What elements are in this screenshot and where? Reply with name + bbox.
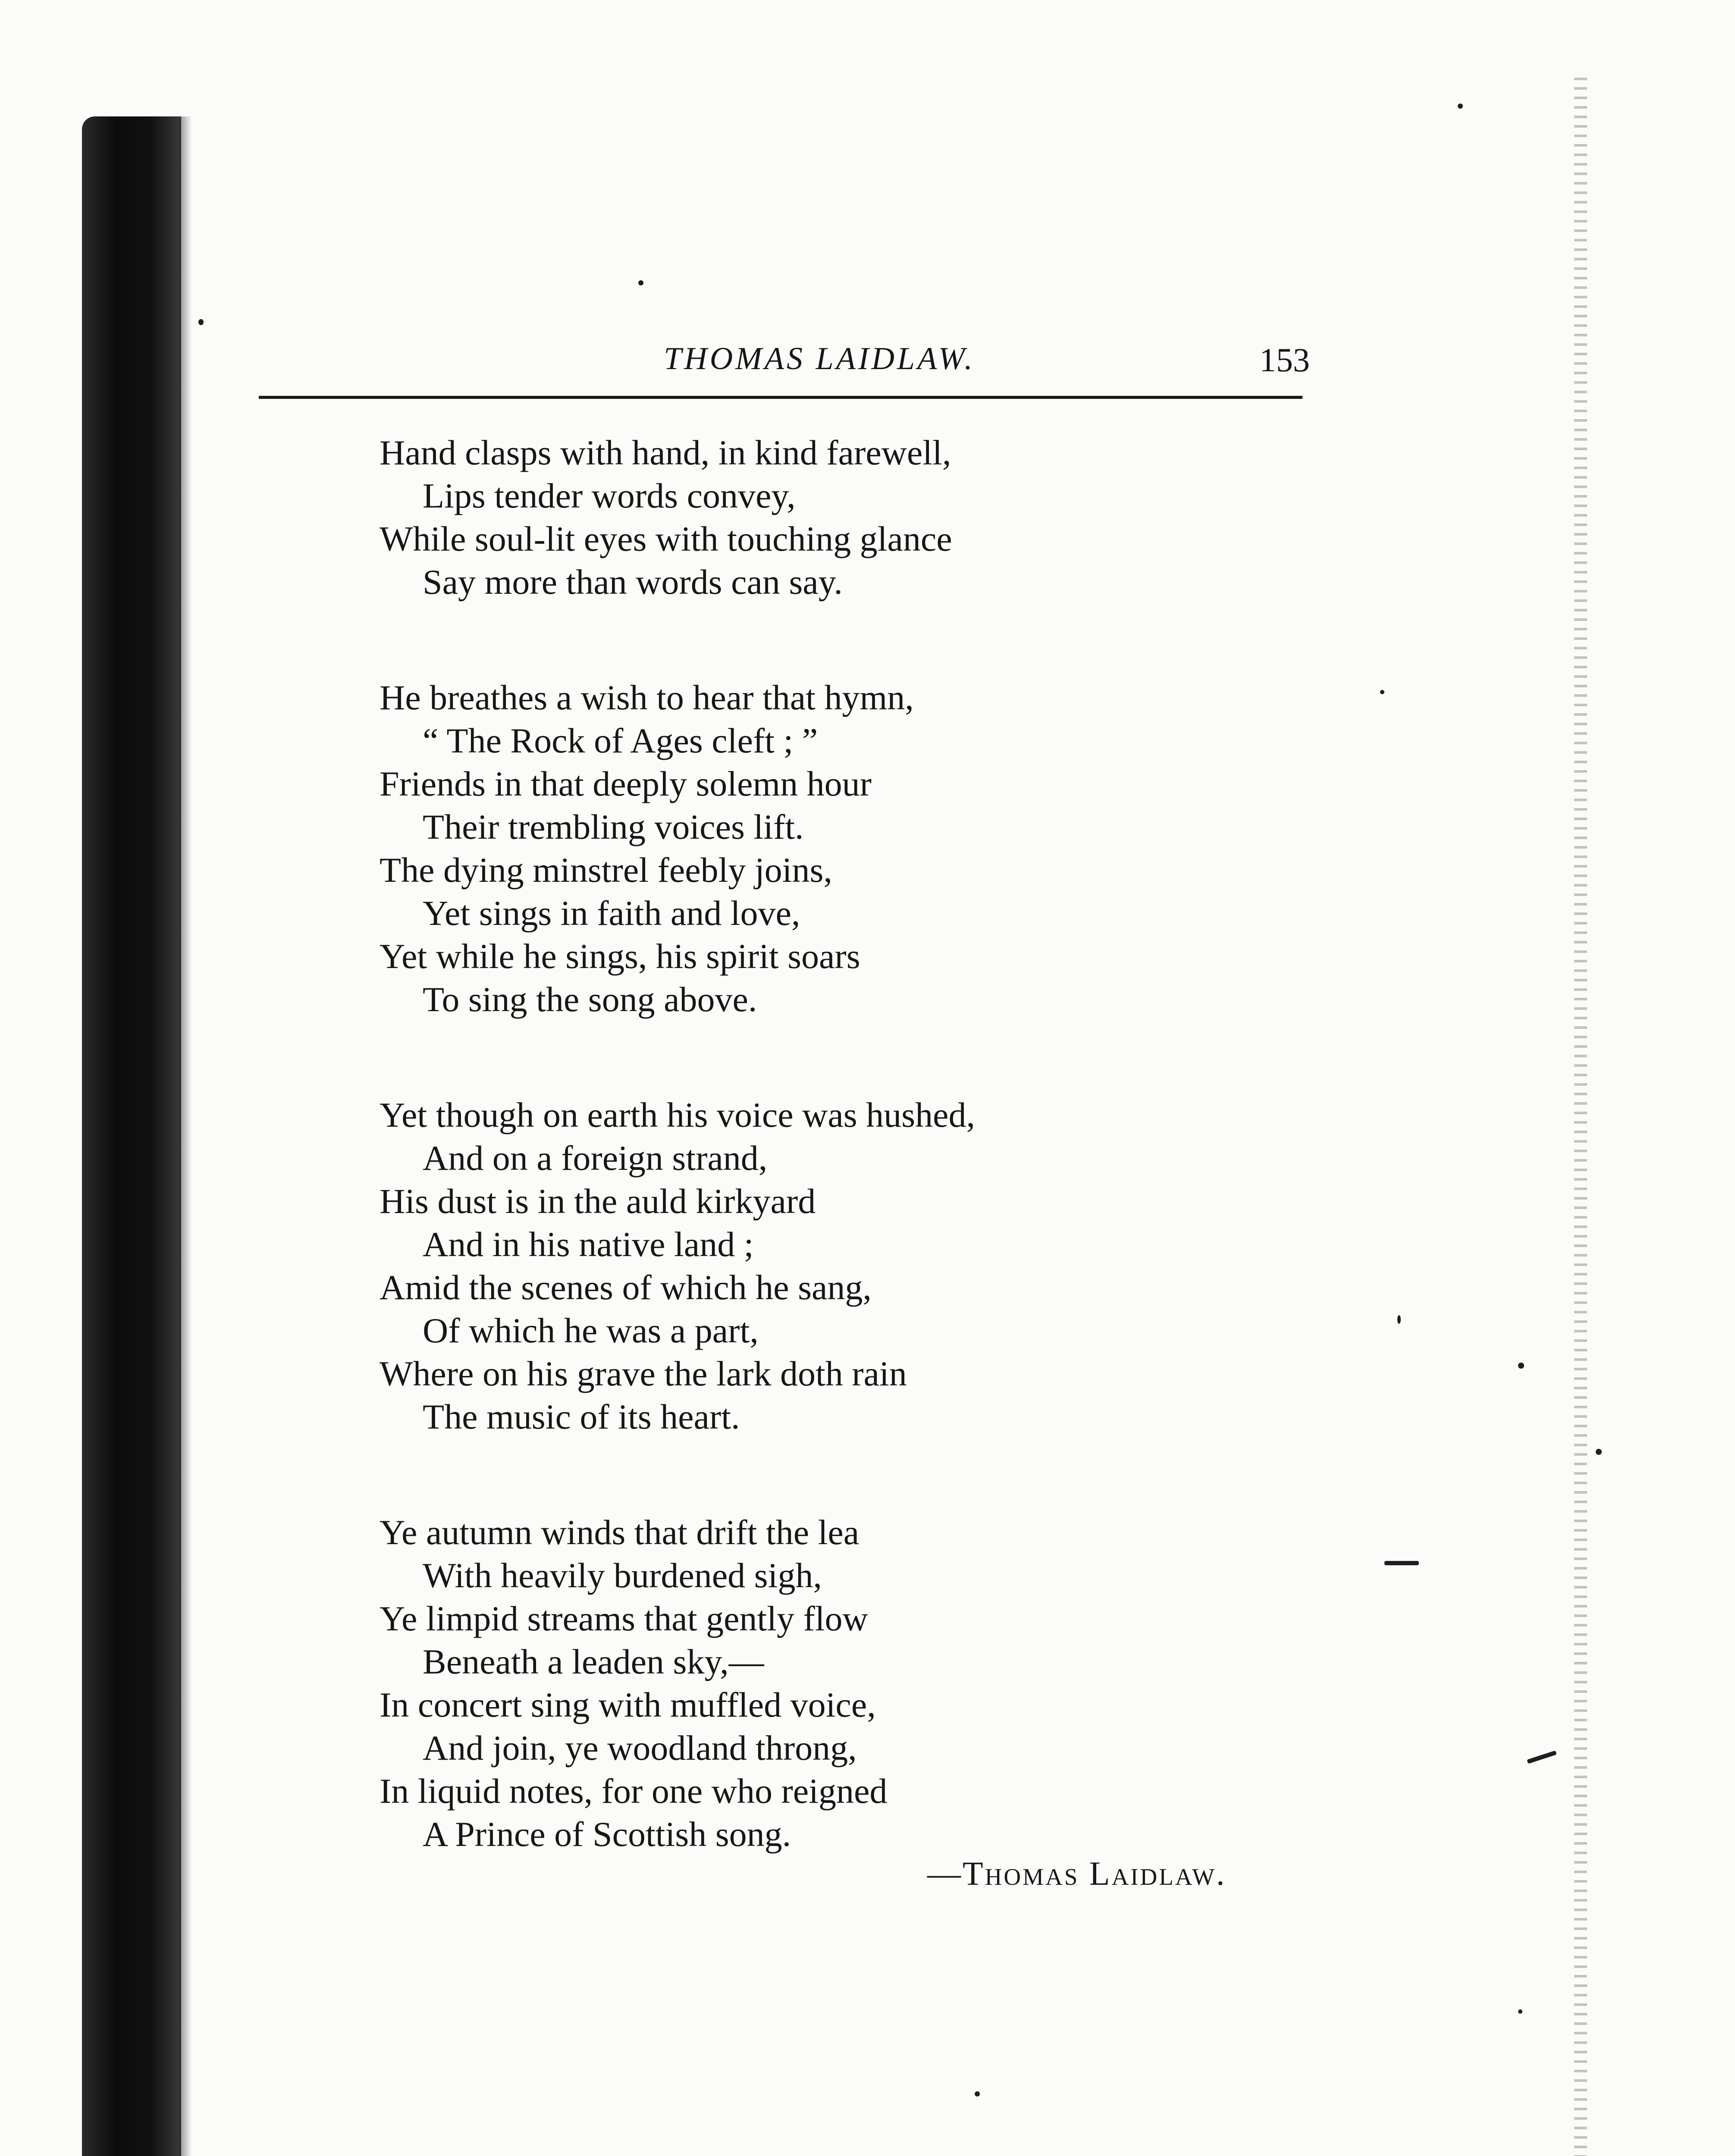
poem-line: Yet though on earth his voice was hushed, [380, 1095, 975, 1134]
poem-body [380, 431, 1328, 1928]
poem-line: And on a foreign strand, [423, 1138, 768, 1178]
print-speck [638, 280, 643, 285]
poem-line: A Prince of Scottish song. [423, 1814, 791, 1854]
poem-line: Lips tender words convey, [423, 476, 796, 515]
binding-fade [179, 116, 192, 2156]
poem-line: Say more than words can say. [423, 562, 843, 602]
print-speck [1458, 103, 1463, 109]
poem-line: Friends in that deeply solemn hour [380, 764, 872, 803]
poem-line: With heavily burdened sigh, [423, 1556, 822, 1595]
poem-line: The music of its heart. [423, 1397, 740, 1436]
poem-line: “ The Rock of Ages cleft ; ” [423, 721, 818, 760]
poem-line: And in his native land ; [423, 1225, 754, 1264]
poem-line: He breathes a wish to hear that hymn, [380, 678, 914, 717]
poem-line: The dying minstrel feebly joins, [380, 850, 832, 890]
print-speck [1397, 1315, 1401, 1324]
print-speck [1380, 690, 1384, 694]
stanza [380, 1511, 1328, 1856]
print-speck [1384, 1561, 1419, 1565]
poem-line: Where on his grave the lark doth rain [380, 1354, 907, 1393]
poem-line: Their trembling voices lift. [423, 807, 804, 846]
attribution: —Thomas Laidlaw. [927, 1855, 1227, 1892]
stanza [380, 431, 1328, 604]
poem-line: Yet while he sings, his spirit soars [380, 937, 860, 976]
page-binding-shadow [82, 116, 181, 2156]
poem-line: To sing the song above. [423, 980, 757, 1019]
print-speck [1518, 2009, 1522, 2014]
page-number: 153 [1259, 341, 1310, 379]
poem-line: And join, ye woodland throng, [423, 1728, 857, 1767]
poem-line: Beneath a leaden sky,— [423, 1642, 764, 1681]
poem-line: In concert sing with muffled voice, [380, 1685, 876, 1724]
poem-line: While soul-lit eyes with touching glance [380, 519, 952, 558]
print-speck [1596, 1449, 1602, 1455]
header-rule [259, 396, 1302, 399]
poem-line: His dust is in the auld kirkyard [380, 1181, 816, 1221]
poem-line: Yet sings in faith and love, [423, 893, 800, 933]
print-speck [975, 2091, 980, 2096]
stanza [380, 676, 1328, 1021]
poem-line: Hand clasps with hand, in kind farewell, [380, 433, 951, 472]
print-speck [1518, 1363, 1524, 1369]
poem-line: Ye limpid streams that gently flow [380, 1599, 868, 1638]
stanza [380, 1094, 1328, 1438]
print-speck [198, 319, 204, 325]
running-head: THOMAS LAIDLAW. [664, 341, 975, 376]
poem-line: Amid the scenes of which he sang, [380, 1268, 872, 1307]
print-speck [1527, 1750, 1557, 1764]
page-right-edge [1574, 78, 1587, 2156]
poem-line: Ye autumn winds that drift the lea [380, 1513, 860, 1552]
poem-line: In liquid notes, for one who reigned [380, 1771, 888, 1811]
poem-line: Of which he was a part, [423, 1311, 759, 1350]
